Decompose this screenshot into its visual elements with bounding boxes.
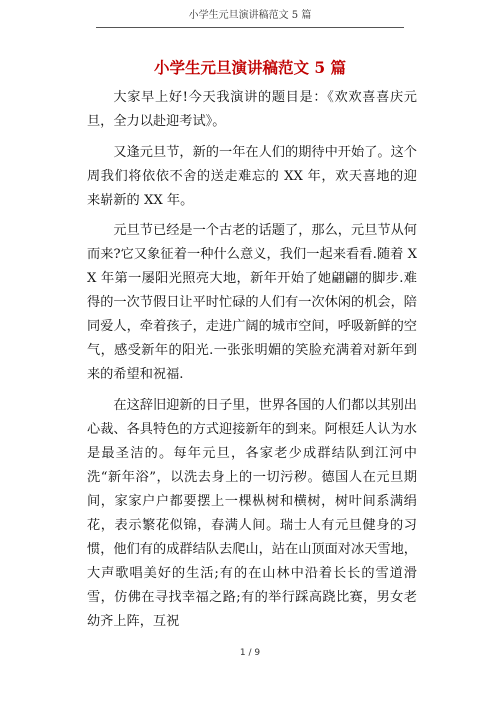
paragraph-3: 元旦节已经是一个古老的话题了，那么，元旦节从何而来?它又象征着一种什么意义，我们一起来看看.随着 XX 年第一屡阳光照亮大地，新年开始了她翩翩的脚步.难得的一次节假日让平时忙碌的人们有一次休闲的机会，陪同爱人，牵着孩子，走进广阔的城市空间，呼吸新鲜的空气，感受新年的阳光.一张张明媚的笑脸充满着对新年到来的希望和祝福. bbox=[87, 223, 417, 382]
paragraph-4: 在这辞旧迎新的日子里，世界各国的人们都以其别出心裁、各具特色的方式迎接新年的到来。阿根廷人认为水是最圣洁的。每年元旦，各家老少成群结队到江河中洗“新年浴”，以洗去身上的一切污秽。德国人在元旦期间，家家户户都要摆上一棵枞树和横树，树叶间系满绢花，表示繁花似锦，春满人间。瑞士人有元旦健身的习惯，他们有的成群结队去爬山，站在山顶面对冰天雪地，大声歌唱美好的生活;有的在山林中沿着长长的雪道滑雪，仿佛在寻找幸福之路;有的举行踩高跷比赛，男女老幼齐上阵，互祝 bbox=[87, 397, 417, 629]
running-header: 小学生元旦演讲稿范文 5 篇 bbox=[188, 10, 312, 21]
paragraph-2: 又逢元旦节，新的一年在人们的期待中开始了。这个周我们将依依不舍的送走难忘的 XX 年，欢天喜地的迎来崭新的 XX 年。 bbox=[87, 144, 417, 208]
document-body bbox=[87, 86, 417, 640]
page-number: 1 / 9 bbox=[239, 648, 261, 658]
paragraph-1: 大家早上好!今天我演讲的题目是：《欢欢喜喜庆元旦，全力以赴迎考试》。 bbox=[87, 90, 417, 129]
header-divider bbox=[96, 27, 404, 28]
document-title: 小学生元旦演讲稿范文 5 篇 bbox=[153, 58, 347, 77]
